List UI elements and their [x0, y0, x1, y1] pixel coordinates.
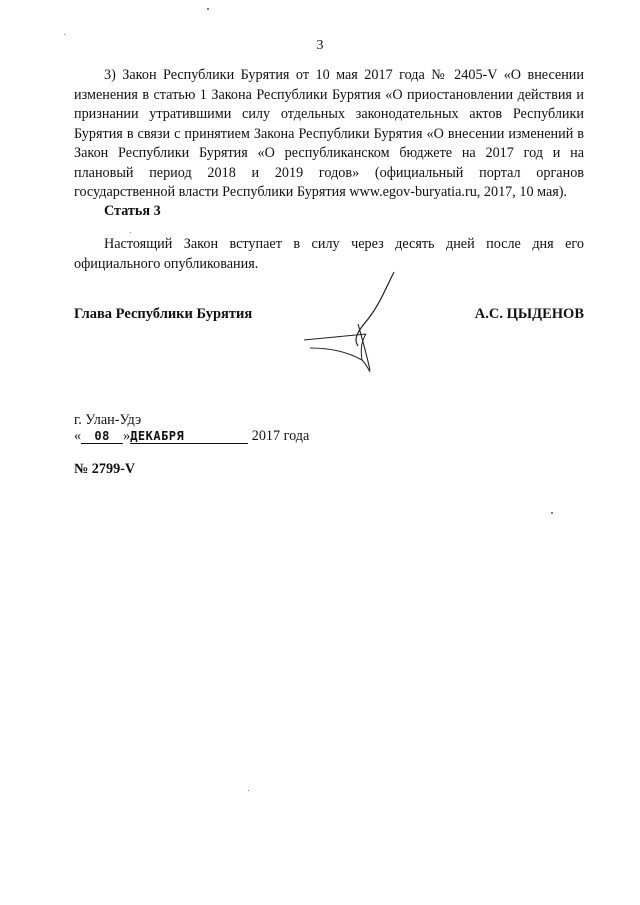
law-number: № 2799-V	[74, 461, 136, 477]
signing-date	[74, 428, 309, 445]
list-item-3: 3) Закон Республики Бурятия от 10 мая 2017 года № 2405-V «О внесении изменения в статью 1 Закона Республики Бурятия «О приостановлении действия и признании утратившими силу отдельных законодательных актов Республики Бурятия в связи с принятием Закона Республики Бурятия «О внесении изменений в Закон Республики Бурятия «О республиканском бюджете на 2017 год и на плановый период 2018 и 2019 годов» (официальный портал органов государственной власти Республики Бурятия www.egov-buryatia.ru, 2017, 10 мая).	[74, 67, 584, 200]
date-close-quote: »	[123, 428, 131, 444]
scan-speck	[130, 232, 131, 233]
scan-speck	[64, 34, 65, 35]
date-open-quote: «	[74, 428, 82, 444]
place-of-signing: г. Улан-Удэ	[74, 412, 142, 428]
handwritten-signature	[296, 268, 406, 378]
date-year: 2017 года	[251, 428, 310, 444]
signatory-title: Глава Республики Бурятия	[74, 306, 253, 322]
date-month: ДЕКАБРЯ	[130, 429, 248, 444]
scan-speck	[248, 790, 249, 791]
scan-speck	[207, 8, 209, 10]
article-body: Настоящий Закон вступает в силу через десять дней после дня его официального опубликования.	[74, 236, 584, 272]
date-day: 08	[81, 429, 123, 444]
page-number: 3	[316, 38, 324, 53]
scan-speck	[551, 512, 553, 514]
article-title: Статья 3	[104, 203, 161, 219]
signatory-name: А.С. ЦЫДЕНОВ	[474, 306, 584, 322]
